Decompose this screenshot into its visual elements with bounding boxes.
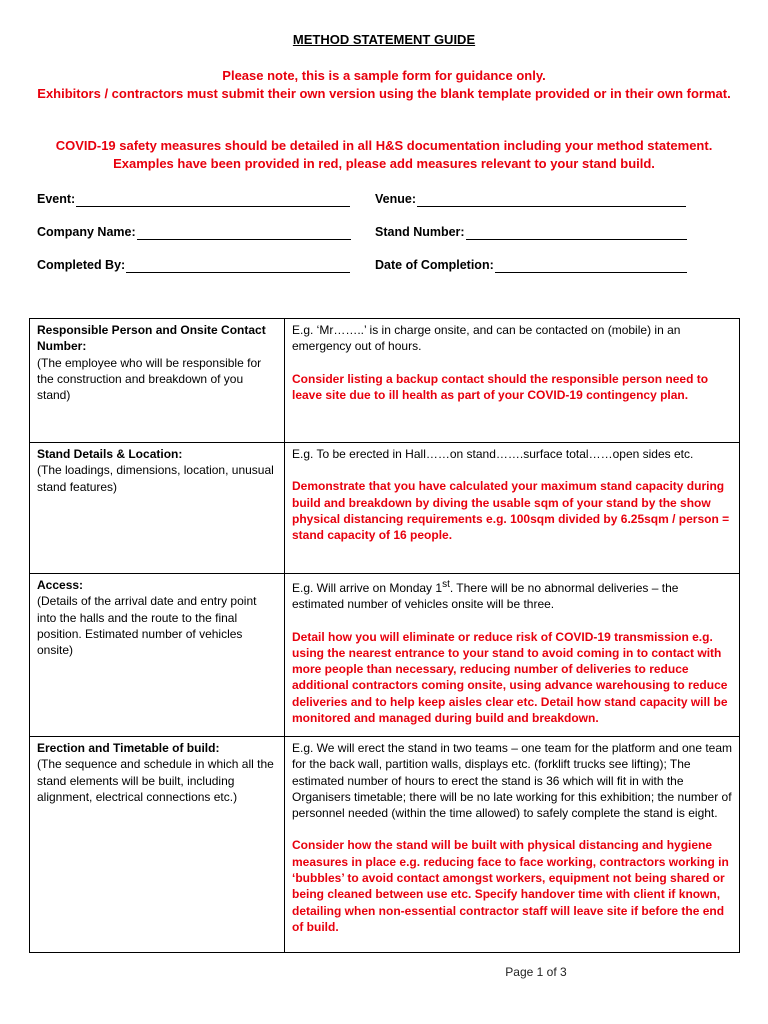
guidance-notice bbox=[20, 67, 748, 103]
row-description: (The loadings, dimensions, location, unusual stand features) bbox=[37, 463, 274, 494]
stand-number-input-line[interactable] bbox=[466, 227, 687, 240]
row-description: (The sequence and schedule in which all the stand elements will be built, including alignment, electrical connections etc.) bbox=[37, 757, 274, 804]
completed-by-label: Completed By: bbox=[37, 258, 126, 272]
row-example-text: . There will be no abnormal deliveries – the estimated number of vehicles onsite will be three. bbox=[292, 581, 679, 612]
row-example: E.g. To be erected in Hall……on stand…….surface total……open sides etc. bbox=[292, 447, 694, 461]
row-description: (The employee who will be responsible for the construction and breakdown of you stand) bbox=[37, 355, 262, 403]
row-label-cell bbox=[30, 319, 285, 443]
covid-notice bbox=[20, 137, 748, 173]
row-content-cell[interactable] bbox=[285, 443, 740, 574]
row-label: Access: bbox=[37, 578, 84, 592]
event-input-line[interactable] bbox=[76, 194, 350, 207]
venue-input-line[interactable] bbox=[417, 194, 686, 207]
stand-number-label: Stand Number: bbox=[375, 225, 465, 239]
table-row bbox=[30, 737, 740, 953]
document-title: METHOD STATEMENT GUIDE bbox=[292, 32, 476, 47]
covid-notice-line: COVID-19 safety measures should be detailed in all H&S documentation including your method statement. bbox=[55, 138, 713, 153]
row-label-cell bbox=[30, 737, 285, 953]
table-row bbox=[30, 319, 740, 443]
event-label: Event: bbox=[37, 192, 76, 206]
row-covid-measure: Consider how the stand will be built with physical distancing and hygiene measures in place e.g. reducing face to face working, contractors working in ‘bubbles’ to avoid contact amongst workers, equipment not being shared or being cleaned between use etc. Specify handover time with client if known, detailing when non-essential contractor staff will leave site if before the end of build. bbox=[292, 838, 729, 934]
guidance-notice-line: Exhibitors / contractors must submit their own version using the blank template provided or in their own format. bbox=[37, 86, 731, 101]
row-label-cell bbox=[30, 443, 285, 574]
page-number: Page 1 of 3 bbox=[505, 965, 567, 979]
table-row bbox=[30, 443, 740, 574]
row-example-superscript: st bbox=[442, 579, 450, 590]
completed-by-field[interactable] bbox=[37, 257, 350, 273]
stand-number-field[interactable] bbox=[375, 224, 687, 240]
row-covid-measure: Demonstrate that you have calculated your maximum stand capacity during build and breakdown by diving the usable sqm of your stand by the show physical distancing requirements e.g. 100sqm divided by 6.25sqm / person = stand capacity of 16 people. bbox=[292, 479, 730, 543]
row-label: Stand Details & Location: bbox=[37, 447, 183, 461]
date-of-completion-input-line[interactable] bbox=[495, 260, 687, 273]
row-label: Erection and Timetable of build: bbox=[37, 741, 220, 755]
row-example: E.g. ‘Mr……..’ is in charge onsite, and can be contacted on (mobile) in an emergency out of hours. bbox=[292, 323, 681, 354]
date-of-completion-label: Date of Completion: bbox=[375, 258, 494, 272]
event-field[interactable] bbox=[37, 191, 350, 207]
company-name-field[interactable] bbox=[37, 224, 351, 240]
row-covid-measure: Consider listing a backup contact should the responsible person need to leave site due to ill health as part of your COVID-19 contingency plan. bbox=[292, 371, 709, 402]
completed-by-input-line[interactable] bbox=[126, 260, 350, 273]
row-example: E.g. We will erect the stand in two teams – one team for the platform and one team for the back wall, partition walls, displays etc. (forklift trucks see lifting); The estimated number of hours to erect the stand is 36 which will fit in with the Organisers timetable; there will be no late working for this exhibition; the number of personnel needed (within the time allowed) to safely complete the stand is eight. bbox=[292, 741, 733, 821]
venue-label: Venue: bbox=[375, 192, 416, 206]
row-description: (Details of the arrival date and entry point into the halls and the route to the final position. Estimated number of vehicles onsite) bbox=[37, 594, 257, 658]
row-example bbox=[292, 577, 732, 613]
method-statement-table bbox=[29, 318, 740, 953]
company-name-input-line[interactable] bbox=[137, 227, 351, 240]
date-of-completion-field[interactable] bbox=[375, 257, 687, 273]
row-covid-measure: Detail how you will eliminate or reduce risk of COVID-19 transmission e.g. using the nearest entrance to your stand to avoid coming in to contact with more people than necessary, reducing number of deliveries to reduce additional contractors coming onsite, using advance warehousing to reduce deliveries and to help keep aisles clear etc. Detail how stand capacity will be monitored and managed during build and breakdown. bbox=[292, 629, 728, 726]
company-name-label: Company Name: bbox=[37, 225, 136, 239]
guidance-notice-line: Please note, this is a sample form for guidance only. bbox=[222, 68, 546, 83]
row-content-cell[interactable] bbox=[285, 319, 740, 443]
covid-notice-line: Examples have been provided in red, please add measures relevant to your stand build. bbox=[113, 156, 655, 171]
venue-field[interactable] bbox=[375, 191, 686, 207]
row-label-cell bbox=[30, 574, 285, 737]
row-example-text: E.g. Will arrive on Monday 1 bbox=[292, 581, 443, 595]
row-content-cell[interactable] bbox=[285, 737, 740, 953]
row-label: Responsible Person and Onsite Contact Number: bbox=[37, 323, 266, 354]
table-row bbox=[30, 574, 740, 737]
row-content-cell[interactable] bbox=[285, 574, 740, 737]
